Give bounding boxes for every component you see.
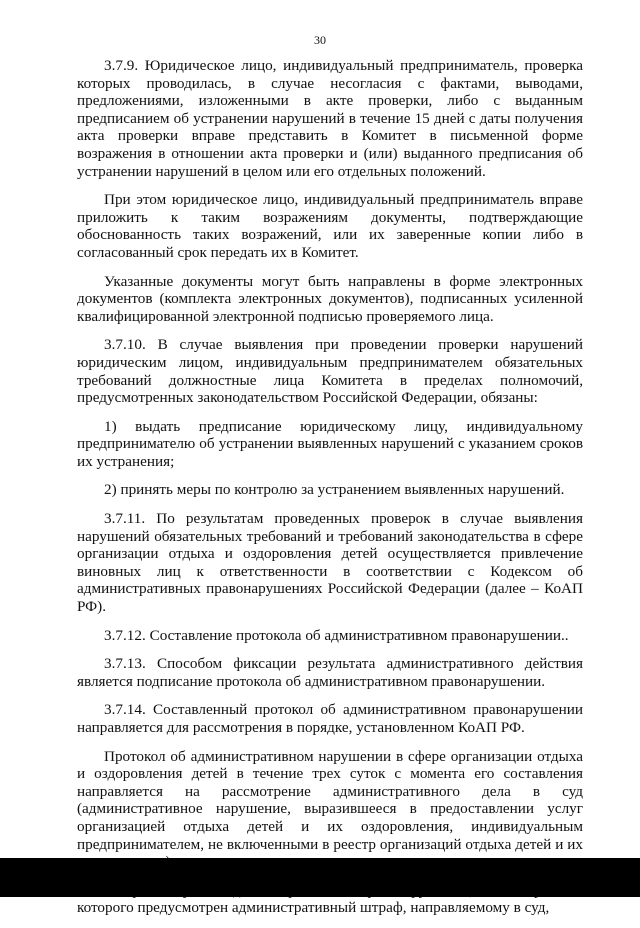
paragraph-3-7-14: 3.7.14. Составленный протокол об административном правонарушении направляется для рассмотрения в порядке, установленном КоАП РФ. — [77, 701, 583, 736]
paragraph-3-7-12: 3.7.12. Составление протокола об административном правонарушении.. — [104, 626, 569, 644]
paragraph-protocol-court: Протокол об административном нарушении в сфере организации отдыха и оздоровления детей в течение трех суток с момента его составления направляется на рассмотрение административного дела в суд (административное нарушение, выразившееся в предоставлении услуг организацией отдыха детей и их оздоровления, индивидуальным предпринимателем, не включенными в реестр организаций отдыха детей и их — [77, 747, 583, 853]
paragraph-3-7-11: 3.7.11. По результатам проведенных проверок в случае выявления нарушений обязательных требований и требований законодательства в сфере организации отдыха и оздоровления детей осуществляется привлечение виновных лиц к ответственности в соответствии с Кодексом об административных правонарушениях Российской Федерации (далее – КоАП РФ). — [77, 510, 583, 616]
list-item-issue-order: 1) выдать предписание юридическому лицу, индивидуальному предпринимателю об устранении выявленных нарушений с указанием сроков их устранения; — [77, 417, 583, 470]
paragraph-protocol-fine: которого предусмотрен административный штраф, направляемому в суд, — [77, 899, 550, 917]
paragraph-objections-attachments: При этом юридическое лицо, индивидуальный предприниматель вправе приложить к таким возражениям документы, подтверждающие обоснованность таких возражений, или их заверенные копии либо в согласованный срок передать их в Комитет. — [77, 191, 583, 261]
document-body — [77, 57, 583, 928]
page-number: 30 — [314, 33, 326, 47]
paragraph-3-7-10: 3.7.10. В случае выявления при проведении проверки нарушений юридическим лицом, индивидуальным предпринимателем обязательных требований должностные лица Комитета в пределах полномочий, предусмотренных законодательством Российской Федерации, обязаны: — [77, 336, 583, 407]
paragraph-electronic-documents: Указанные документы могут быть направлены в форме электронных документов (комплекта электронных документов), подписанных усиленной квалифицированной электронной подписью проверяемого лица. — [77, 272, 583, 325]
paragraph-3-7-13: 3.7.13. Способом фиксации результата административного действия является подписание протокола об административном правонарушении. — [77, 655, 583, 690]
list-item-control-measures: 2) принять меры по контролю за устранением выявленных нарушений. — [104, 481, 565, 499]
paragraph-3-7-9: 3.7.9. Юридическое лицо, индивидуальный предприниматель, проверка которых проводилась, в случае несогласия с фактами, выводами, предложениями, изложенными в акте проверки, либо с выданным предписанием об устранении нарушений в течение 15 дней с даты получения акта проверки вправе представить в Комитет в письменной форме возражения в отношении акта проверки и (или) выданного предписания об устранении нарушений в целом или его отдельных положений. — [77, 57, 583, 180]
scan-border-bar — [0, 858, 640, 897]
